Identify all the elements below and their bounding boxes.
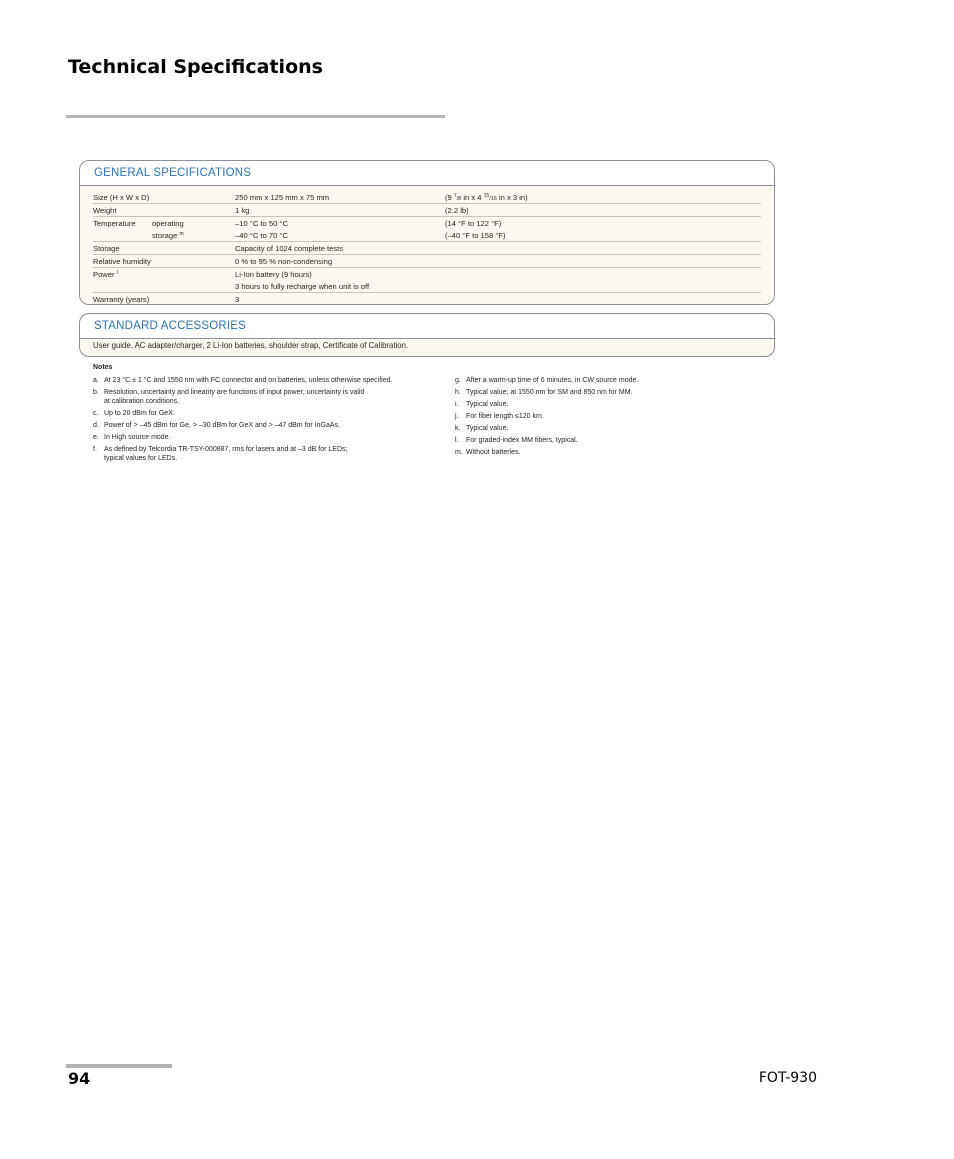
note-letter: k. [455,425,461,432]
note-letter: l. [455,437,459,444]
title-rule [66,115,445,118]
standard-accessories-text: User guide, AC adapter/charger, 2 Li-Ion batteries, shoulder strap, Certificate of Calibration. [93,341,409,350]
spec-row-temperature [93,217,761,242]
spec-value: Li-Ion battery (9 hours) [235,270,312,279]
general-specifications-title: GENERAL SPECIFICATIONS [94,167,252,179]
spec-row-size [93,191,761,204]
spec-label: Size (H x W x D) [93,193,150,202]
note-item [93,388,443,406]
note-line: After a warm-up time of 6 minutes, in CW source mode. [466,377,639,384]
note-item [455,400,755,409]
imperial-part: in x 3 in) [496,193,528,202]
note-item [93,421,443,430]
standard-accessories-box [79,313,775,357]
note-line: at calibration conditions. [104,398,180,405]
page-number: 94 [68,1069,91,1088]
imperial-part: in x 4 [461,193,484,202]
note-line: Without batteries. [466,449,521,456]
note-ref: m [179,231,184,237]
imperial-part: (9 [445,193,454,202]
spec-value: 1 kg [235,206,250,215]
power-label: Power [93,270,115,279]
notes-right-column [455,376,755,460]
note-line: Resolution, uncertainty and linearity are functions of input power; uncertainty is valid [104,389,365,396]
spec-label: Warranty (years) [93,295,150,304]
imperial-numerator: 15 [483,193,490,199]
note-item [455,412,755,421]
note-letter: f. [93,446,97,453]
note-item [93,376,443,385]
product-name: FOT-930 [758,1070,817,1086]
spec-imperial: (2.2 lb) [445,206,469,215]
note-line: Power of > –45 dBm for Ge, > –30 dBm for GeX and > –47 dBm for InGaAs. [104,422,340,429]
spec-label [93,270,118,279]
note-line: typical values for LEDs. [104,455,178,462]
spec-sublabel: operating [152,219,184,228]
note-line: At 23 °C ± 1 °C and 1550 nm with FC connector and on batteries, unless otherwise specified. [104,377,393,384]
general-specifications-header [80,161,774,186]
general-specifications-box [79,160,775,305]
spec-value: 250 mm x 125 mm x 75 mm [235,193,330,202]
note-letter: h. [455,389,461,396]
note-item [93,433,443,442]
note-letter: a. [93,377,99,384]
spec-imperial [445,193,528,202]
note-letter: b. [93,389,99,396]
note-item [455,424,755,433]
spec-row-storage [93,242,761,255]
note-line: Typical value. [466,401,509,408]
storage-label: storage [152,231,178,240]
spec-value: 3 [235,295,240,304]
note-letter: j. [455,413,459,420]
note-item [455,388,755,397]
spec-value: –40 °C to 70 °C [235,231,288,240]
spec-label: Temperature [93,219,136,228]
note-line: In High source mode. [104,434,171,441]
standard-accessories-title: STANDARD ACCESSORIES [94,320,247,332]
note-letter: c. [93,410,99,417]
notes-left-column [93,376,443,466]
spec-value: 0 % to 95 % non-condensing [235,257,333,266]
note-letter: e. [93,434,99,441]
note-item [455,448,755,457]
note-item [455,376,755,385]
imperial-denominator: /16 [489,196,497,202]
spec-imperial: (14 °F to 122 °F) [445,219,502,228]
imperial-denominator: /8 [456,196,462,202]
spec-value: Capacity of 1024 complete tests [235,244,344,253]
note-letter: d. [93,422,99,429]
note-line: Typical value. [466,425,509,432]
note-line: For fiber length ≤120 km. [466,413,544,420]
note-line: As defined by Telcordia TR-TSY-000887, rms for lasers and at –3 dB for LEDs; [104,446,348,453]
imperial-numerator: 7 [453,193,457,199]
spec-imperial: (–40 °F to 158 °F) [445,231,506,240]
standard-accessories-header [80,314,774,339]
note-letter: m. [455,449,463,456]
notes-heading: Notes [93,364,113,371]
footer-rule [66,1064,172,1068]
note-item [455,436,755,445]
page-title: Technical Specifications [68,56,323,78]
spec-table [93,191,761,305]
spec-label: Storage [93,244,120,253]
spec-row-weight [93,204,761,217]
note-letter: i. [455,401,459,408]
note-item [93,445,443,463]
note-ref: l [116,270,118,276]
note-line: Typical value; at 1550 nm for SM and 850 nm for MM. [466,389,633,396]
spec-row-warranty [93,293,761,305]
spec-row-humidity [93,255,761,268]
note-letter: g. [455,377,461,384]
spec-row-power [93,268,761,293]
note-line: For graded-index MM fibers, typical. [466,437,578,444]
note-item [93,409,443,418]
spec-sublabel [152,231,184,240]
spec-value: 3 hours to fully recharge when unit is off [235,282,370,291]
spec-value: –10 °C to 50 °C [235,219,288,228]
spec-label: Weight [93,206,117,215]
note-line: Up to 20 dBm for GeX. [104,410,175,417]
spec-label: Relative humidity [93,257,151,266]
